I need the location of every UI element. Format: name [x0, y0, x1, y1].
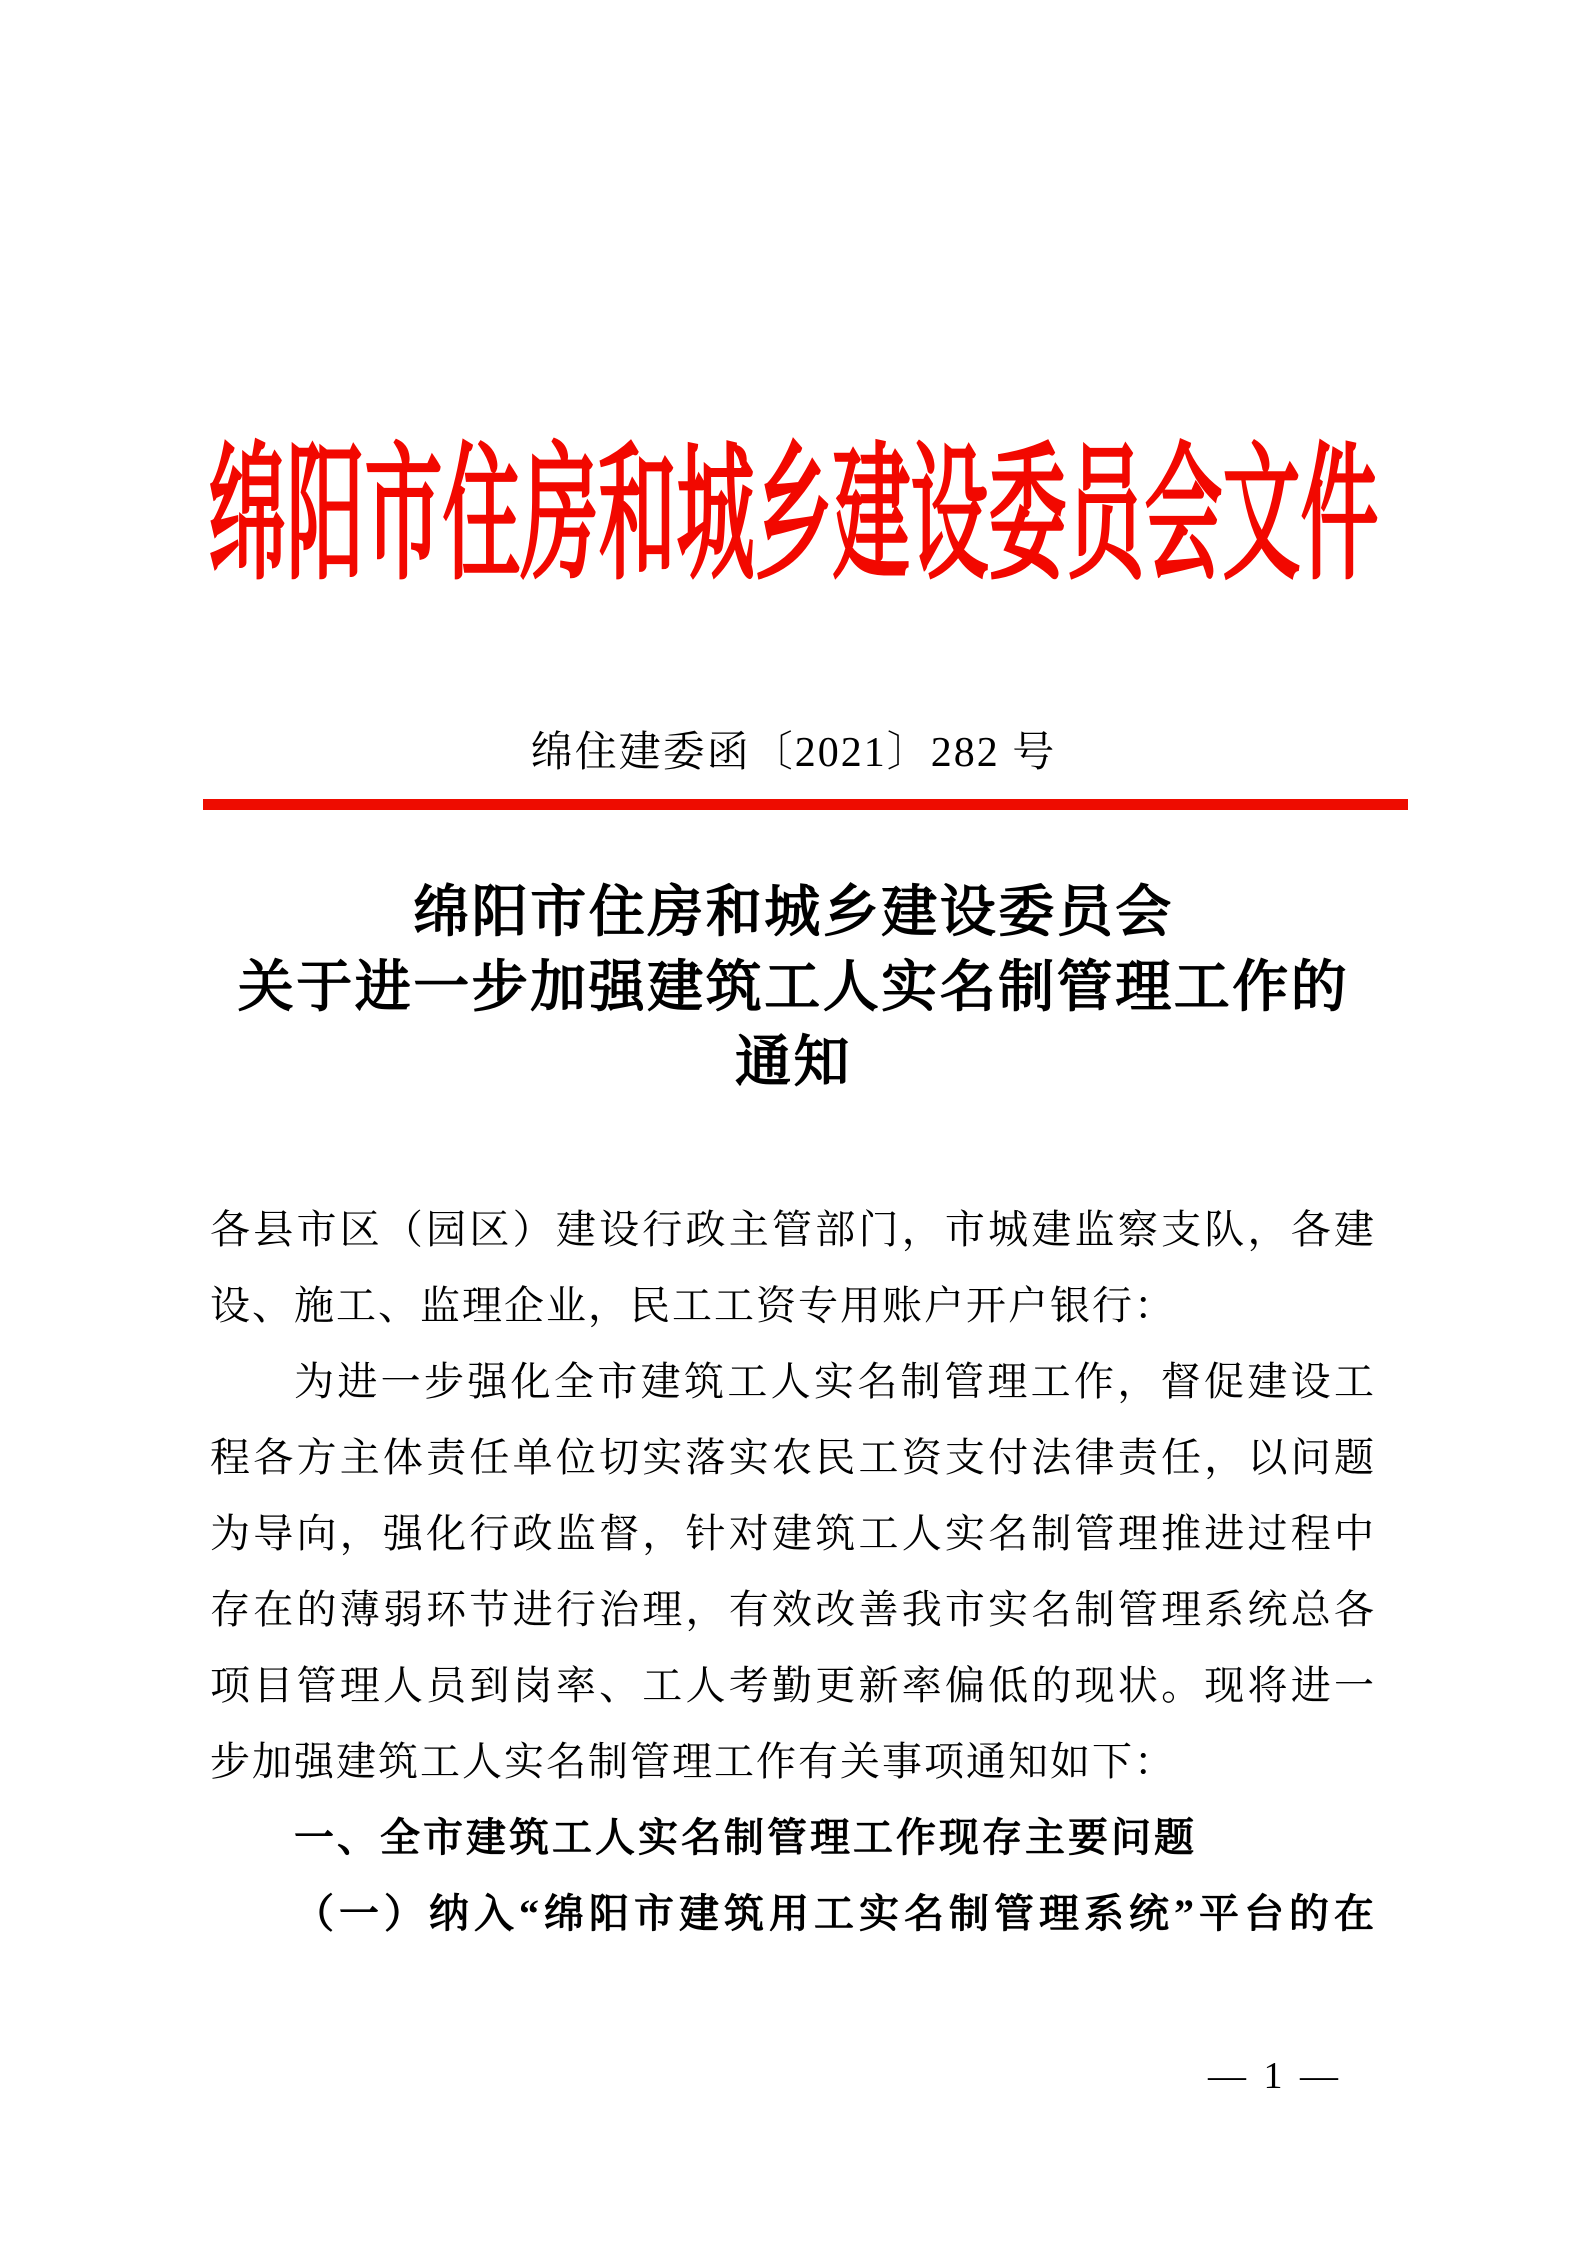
section-heading-level-2: （一）纳入“绵阳市建筑用工实名制管理系统”平台的在: [294, 1891, 1376, 1936]
document-title-line-3: 通知: [735, 1032, 852, 1094]
body-line-salutation: 各县市区（园区）建设行政主管部门，市城建监察支队，各建: [210, 1207, 1376, 1252]
document-title-line-2: 关于进一步加强建筑工人实名制管理工作的: [237, 957, 1350, 1019]
body-line-salutation-continued: 设、施工、监理企业，民工工资专用账户开户银行：: [210, 1283, 1176, 1328]
page-number: — 1 —: [1208, 2055, 1342, 2097]
body-line-paragraph: 为导向，强化行政监督，针对建筑工人实名制管理推进过程中: [210, 1511, 1376, 1556]
document-number: 绵住建委函〔2021〕282 号: [530, 730, 1057, 776]
agency-banner-title: 绵阳市住房和城乡建设委员会文件: [208, 432, 1379, 598]
document-body: [210, 1192, 1376, 1952]
section-heading-level-1: 一、全市建筑工人实名制管理工作现存主要问题: [294, 1816, 1197, 1860]
document-title: [0, 876, 1587, 1101]
document-title-line-1: 绵阳市住房和城乡建设委员会: [413, 882, 1174, 944]
red-divider-rule: [203, 799, 1408, 810]
body-line-paragraph: 存在的薄弱环节进行治理，有效改善我市实名制管理系统总各: [210, 1587, 1376, 1632]
body-line-paragraph-end: 步加强建筑工人实名制管理工作有关事项通知如下：: [210, 1739, 1176, 1784]
body-line-paragraph: 为进一步强化全市建筑工人实名制管理工作，督促建设工: [294, 1359, 1376, 1404]
body-line-paragraph: 程各方主体责任单位切实落实农民工资支付法律责任，以问题: [210, 1435, 1376, 1480]
body-line-paragraph: 项目管理人员到岗率、工人考勤更新率偏低的现状。现将进一: [210, 1663, 1376, 1708]
